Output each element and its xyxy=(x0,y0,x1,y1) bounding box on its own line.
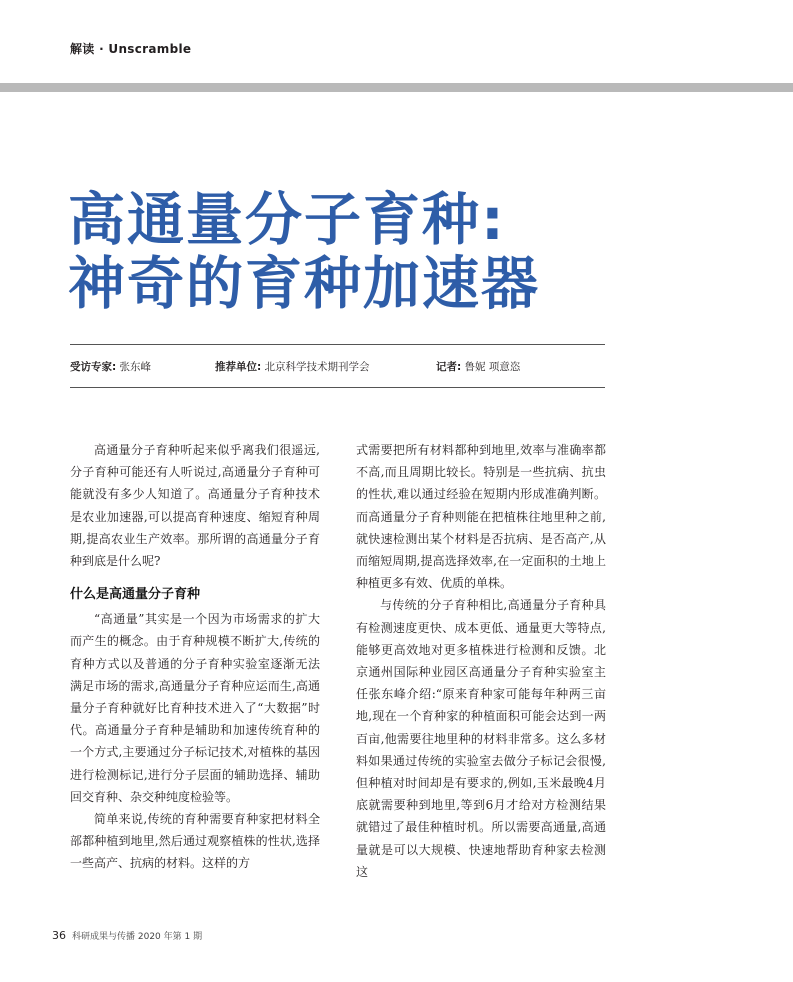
reporter-info xyxy=(436,359,520,375)
page-footer xyxy=(52,929,202,942)
reporter-label: 记者: xyxy=(436,361,462,373)
meta-bottom-rule xyxy=(70,387,605,388)
page-number: 36 xyxy=(52,929,66,942)
unit-value: 北京科学技术期刊学会 xyxy=(261,361,370,373)
article-column-left xyxy=(70,439,320,875)
body-paragraph: 与传统的分子育种相比,高通量分子育种具有检测速度更快、成本更低、通量更大等特点,能够更高效地对更多植株进行检测和反馈。北京通州国际种业园区高通量分子育种实验室主任张东峰介绍:“原来育种家可能每年种两三亩地,现在一个育种家的种植面积可能会达到一两百亩,他需要往地里种的材料非常多。这么多材料如果通过传统的实验室去做分子标记会很慢,但种植对时间却是有要求的,例如,玉米最晚4月底就需要种到地里,等到6月才给对方检测结果就错过了最佳种植时机。所以需要高通量,高通量就是可以大规模、快速地帮助育种家去检测这 xyxy=(356,598,606,879)
body-paragraph: “高通量”其实是一个因为市场需求的扩大而产生的概念。由于育种规模不断扩大,传统的育种方式以及普通的分子育种实验室逐渐无法满足市场的需求,高通量分子育种应运而生,高通量分子育种就好比育种技术进入了“大数据”时代。高通量分子育种是辅助和加速传统育种的一个方式,主要通过分子标记技术,对植株的基因进行检测标记,进行分子层面的辅助选择、辅助回交育种、杂交种纯度检验等。 xyxy=(70,612,320,804)
body-paragraph: 简单来说,传统的育种需要育种家把材料全部都种植到地里,然后通过观察植株的性状,选择一些高产、抗病的材料。这样的方 xyxy=(70,812,320,871)
title-line-2: 神奇的育种加速器 xyxy=(68,251,540,317)
expert-value: 张东峰 xyxy=(116,361,152,373)
article-title xyxy=(68,188,540,316)
header-bar xyxy=(0,83,793,92)
meta-top-rule xyxy=(70,344,605,345)
intro-paragraph: 高通量分子育种听起来似乎离我们很遥远,分子育种可能还有人听说过,高通量分子育种可能就没有多少人知道了。高通量分子育种技术是农业加速器,可以提高育种速度、缩短育种周期,提高农业生产效率。那所谓的高通量分子育种到底是什么呢? xyxy=(70,443,320,569)
unit-info xyxy=(215,359,370,375)
section-tag: 解读 · Unscramble xyxy=(70,42,192,56)
expert-label: 受访专家: xyxy=(70,361,117,373)
unit-label: 推荐单位: xyxy=(215,361,262,373)
body-paragraph-continued: 式需要把所有材料都种到地里,效率与准确率都不高,而且周期比较长。特别是一些抗病、抗虫的性状,难以通过经验在短期内形成准确判断。而高通量分子育种则能在把植株往地里种之前,就快速检测出某个材料是否抗病、是否高产,从而缩短周期,提高选择效率,在一定面积的土地上种植更多有效、优质的单株。 xyxy=(356,443,606,591)
article-column-right xyxy=(356,439,606,883)
reporter-value: 鲁妮 项意恣 xyxy=(461,361,521,373)
expert-info xyxy=(70,359,151,375)
section-heading: 什么是高通量分子育种 xyxy=(70,587,201,603)
journal-issue: 科研成果与传播 2020 年第 1 期 xyxy=(72,932,203,942)
title-line-1: 高通量分子育种: xyxy=(68,187,506,253)
